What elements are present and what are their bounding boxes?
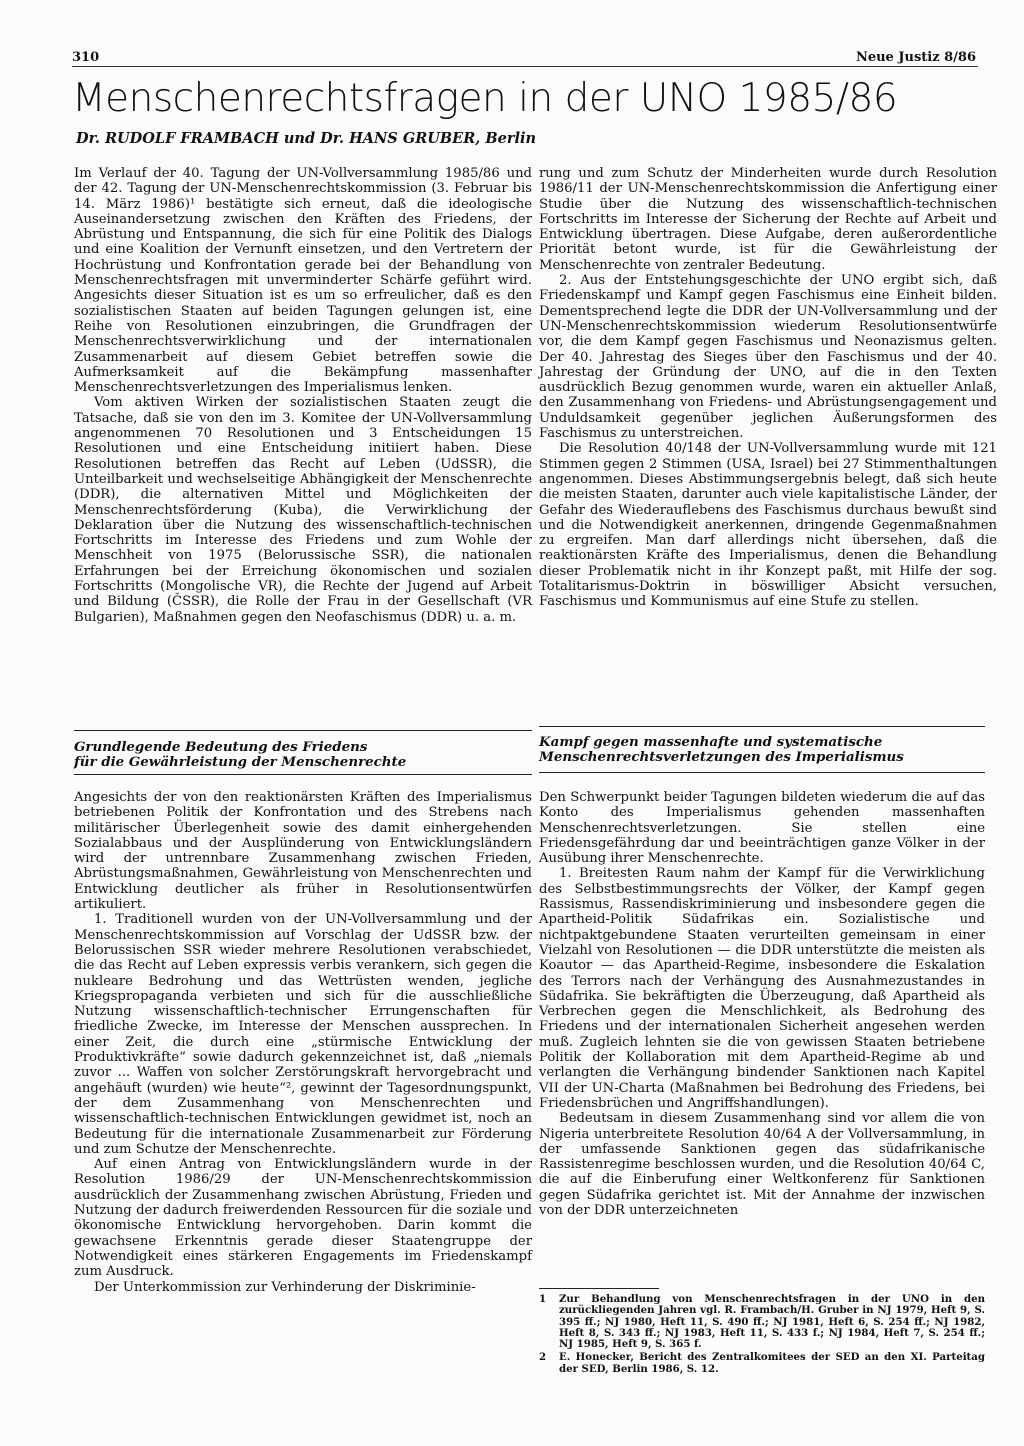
paragraph: Die Resolution 40/148 der UN-Vollversammlung wurde mit 121 Stimmen gegen 2 Stimmen (USA, Israel) bei 27 Stimmenthaltungen angenommen. Dieses Abstimmungsergebnis belegt, daß sich heute die meisten Staaten, darunter auch viele kapitalistische Länder, der Gefahr des Wiederauflebens des Faschismus durchaus bewußt sind und die Notwendigkeit anerkennen, dringende Gegenmaßnahmen zu ergreifen. Man darf allerdings nicht übersehen, daß die reaktionärsten Kräfte des Imperialismus, denen die Behandlung dieser Problematik nicht in ihr Konzept paßt, mit Hilfe der sog. Totalitarismus-Doktrin in böswilliger Absicht versuchen, Faschismus und Kommunismus auf eine Stufe zu stellen. <box>539 441 997 610</box>
paragraph: Bedeutsam in diesem Zusammenhang sind vor allem die von Nigeria unterbreitete Resolution 40/64 A der Vollversammlung, in der umfassende Sanktionen gegen das südafrikanische Rassistenregime beschlossen wurden, und die Resolution 40/64 C, die auf die Einberufung einer Weltkonferenz für Sanktionen gegen Südafrika gerichtet ist. Mit der Annahme der inzwischen von der DDR unterzeichneten <box>539 1111 985 1219</box>
footnote-text: E. Honecker, Bericht des Zentralkomitees der SED an den XI. Parteitag der SED, Berlin 1986, S. 12. <box>559 1351 985 1375</box>
section-rule-right <box>539 726 985 727</box>
paragraph: Im Verlauf der 40. Tagung der UN-Vollversammlung 1985/86 und der 42. Tagung der UN-Menschenrechtskommission (3. Februar bis 14. März 1986)¹ bestätigte sich erneut, daß die ideologische Auseinandersetzung zwischen den Kräften des Friedens, der Abrüstung und Entspannung, die sich für eine Politik des Dialogs und eine Koalition der Vernunft einsetzen, und den Vertretern der Hochrüstung und Konfrontation gerade bei der Behandlung von Menschenrechtsfragen mit unverminderter Schärfe geführt wird. Angesichts dieser Situation ist es um so erfreulicher, daß es den sozialistischen Staaten auf beiden Tagungen gelungen ist, eine Reihe von Resolutionen einzubringen, die Grundfragen der Menschenrechtsverwirklichung und der internationalen Zusammenarbeit auf diesem Gebiet betreffen sowie die Aufmerksamkeit auf die Bekämpfung massenhafter Menschenrechtsverletzungen des Imperialismus lenken. <box>74 166 532 396</box>
paragraph: 1. Traditionell wurden von der UN-Vollversammlung und der Menschenrechtskommission auf Vorschlag der UdSSR bzw. der Belorussischen SSR wieder mehrere Resolutionen verabschiedet, die das Recht auf Leben expressis verbis verankern, sich gegen die nukleare Bedrohung und das Wettrüsten wenden, jegliche Kriegspropaganda verbieten und sich für die ausschließliche Nutzung wissenschaftlich-technischer Errungenschaften für friedliche Zwecke, im Interesse der Menschen aussprechen. In einer Zeit, die durch eine „stürmische Entwicklung der Produktivkräfte“ sowie dadurch gekennzeichnet ist, daß „niemals zuvor ... Waffen von solcher Zerstörungskraft hervorgebracht und angehäuft (wurden) wie heute“², gewinnt der Tagesordnungspunkt, der dem Zusammenhang von Menschenrechten und wissenschaftlich-technischen Entwicklungen gewidmet ist, noch an Bedeutung für die internationale Zusammenarbeit zur Förderung und zum Schutze der Menschenrechte. <box>74 912 532 1157</box>
intro-left-column <box>74 166 532 625</box>
paragraph: rung und zum Schutz der Minderheiten wurde durch Resolution 1986/11 der UN-Menschenrechtskommission die Anfertigung einer Studie über die Nutzung des wissenschaftlich-technischen Fortschritts im Interesse der Sicherung der Rechte auf Arbeit und Entwicklung übertragen. Diese Aufgabe, deren außerordentliche Priorität betont wurde, ist für die Gewährleistung der Menschenrechte von zentraler Bedeutung. <box>539 166 997 273</box>
section-heading-right <box>539 735 997 765</box>
paragraph: Auf einen Antrag von Entwicklungsländern wurde in der Resolution 1986/29 der UN-Menschenrechtskommission ausdrücklich der Zusammenhang zwischen Abrüstung, Frieden und Nutzung der dadurch freiwerdenden Ressourcen für die soziale und ökonomische Entwicklung hervorgehoben. Darin kommt die gewachsene Erkenntnis gerade dieser Staatengruppe der Notwendigkeit eines stärkeren Engagements im Friedenskampf zum Ausdruck. <box>74 1157 532 1280</box>
footnotes <box>539 1294 985 1377</box>
footnote-rule <box>539 1288 659 1289</box>
intro-right-column <box>539 166 997 610</box>
paragraph: 2. Aus der Entstehungsgeschichte der UNO ergibt sich, daß Friedenskampf und Kampf gegen Faschismus eine Einheit bilden. Dementsprechend legte die DDR der UN-Vollversammlung und der UN-Menschenrechtskommission wiederum Resolutionsentwürfe vor, die dem Kampf gegen Faschismus und Neonazismus gelten. Der 40. Jahrestag des Sieges über den Faschismus und der 40. Jahrestag der Gründung der UNO, auf die in den Texten ausdrücklich Bezug genommen wurde, waren ein aktueller Anlaß, den Zusammenhang von Friedens- und Abrüstungsengagement und Unduldsamkeit gegenüber jeglichen Äußerungsformen des Faschismus zu unterstreichen. <box>539 273 997 442</box>
paragraph: Den Schwerpunkt beider Tagungen bildeten wiederum die auf das Konto des Imperialismus gehenden massenhaften Menschenrechtsverletzungen. Sie stellen eine Friedensgefährdung dar und beeinträchtigen ganze Völker in der Ausübung ihrer Menschenrechte. <box>539 790 985 867</box>
footnote-text: Zur Behandlung von Menschenrechtsfragen in der UNO in den zurückliegenden Jahren vgl. R. Frambach/H. Gruber in NJ 1979, Heft 9, S. 395 ff.; NJ 1980, Heft 11, S. 490 ff.; NJ 1981, Heft 6, S. 254 ff.; NJ 1982, Heft 8, S. 343 ff.; NJ 1983, Heft 11, S. 433 f.; NJ 1984, Heft 7, S. 254 ff.; NJ 1985, Heft 9, S. 365 f. <box>559 1293 985 1351</box>
journal-issue: Neue Justiz 8/86 <box>855 50 976 65</box>
section-heading-left <box>74 740 532 770</box>
paragraph: 1. Breitesten Raum nahm der Kampf für die Verwirklichung des Selbstbestimmungsrechts der Völker, der Kampf gegen Rassismus, Rassendiskriminierung und insbesondere gegen die Apartheid-Politik Südafrikas ein. Sozialistische und nichtpaktgebundene Staaten verurteilten gemeinsam in einer Vielzahl von Resolutionen — die DDR unterstützte die meisten als Koautor — das Apartheid-Regime, insbesondere die Eskalation des Terrors nach der Verhängung des Ausnahmezustandes in Südafrika. Sie bekräftigten die Überzeugung, daß Apartheid als Verbrechen gegen die Menschlichkeit, als Bedrohung des Friedens und der internationalen Sicherheit angesehen werden muß. Zugleich lehnten sie die von gewissen Staaten betriebene Politik der Kollaboration mit dem Apartheid-Regime ab und verlangten die Verhängung bindender Sanktionen nach Kapitel VII der UN-Charta (Maßnahmen bei Bedrohung des Friedens, bei Friedensbrüchen und Angriffshandlungen). <box>539 866 985 1111</box>
header-rule <box>72 66 978 67</box>
article-title: Menschenrechtsfragen in der UNO 1985/86 <box>72 76 898 121</box>
heading-line: für die Gewährleistung der Menschenrechte <box>74 754 407 770</box>
section-rule-left <box>74 730 532 731</box>
section-left-column <box>74 790 532 1295</box>
section-right-column <box>539 790 985 1218</box>
section-heading-underline-left <box>74 774 532 775</box>
section-heading-underline-right <box>539 772 985 773</box>
heading-line: Grundlegende Bedeutung des Friedens <box>74 739 368 755</box>
paragraph: Angesichts der von den reaktionärsten Kräften des Imperialismus betriebenen Politik der Konfrontation und des Strebens nach militärischer Überlegenheit sowie des damit einhergehenden Sozialabbaus und der Ausplünderung von Entwicklungsländern wird der untrennbare Zusammenhang zwischen Frieden, Abrüstungsmaßnahmen, Gewährleistung von Menschenrechten und Entwicklung deutlicher als früher in Resolutionsentwürfen artikuliert. <box>74 790 532 913</box>
paragraph: Vom aktiven Wirken der sozialistischen Staaten zeugt die Tatsache, daß sie von den im 3. Komitee der UN-Vollversammlung angenommenen 70 Resolutionen und 3 Entscheidungen 15 Resolutionen und eine Entscheidung initiiert haben. Diese Resolutionen betreffen das Recht auf Leben (UdSSR), die Unteilbarkeit und wechselseitige Abhängigkeit der Menschenrechte (DDR), die alternativen Mittel und Möglichkeiten der Menschenrechtsförderung (Kuba), die Verwirklichung der Deklaration über die Nutzung des wissenschaftlich-technischen Fortschritts im Interesse des Friedens und zum Wohle der Menschheit von 1975 (Belorussische SSR), die nationalen Erfahrungen bei der Erreichung ökonomischen und sozialen Fortschritts (Mongolische VR), die Rechte der Jugend auf Arbeit und Bildung (ČSSR), die Rolle der Frau in der Gesellschaft (VR Bulgarien), Maßnahmen gegen den Neofaschismus (DDR) u. a. m. <box>74 395 532 625</box>
footnote-number: 2 <box>539 1351 547 1364</box>
heading-line: Menschenrechtsverletzungen des Imperialismus <box>539 749 904 765</box>
footnote-number: 1 <box>539 1293 547 1305</box>
article-authors: Dr. RUDOLF FRAMBACH und Dr. HANS GRUBER, Berlin <box>76 130 537 147</box>
paragraph: Der Unterkommission zur Verhinderung der Diskriminie- <box>94 1279 476 1295</box>
page-number: 310 <box>72 50 100 65</box>
footnote <box>539 1352 985 1375</box>
footnote <box>539 1294 985 1350</box>
heading-line: Kampf gegen massenhafte und systematische <box>539 734 883 750</box>
